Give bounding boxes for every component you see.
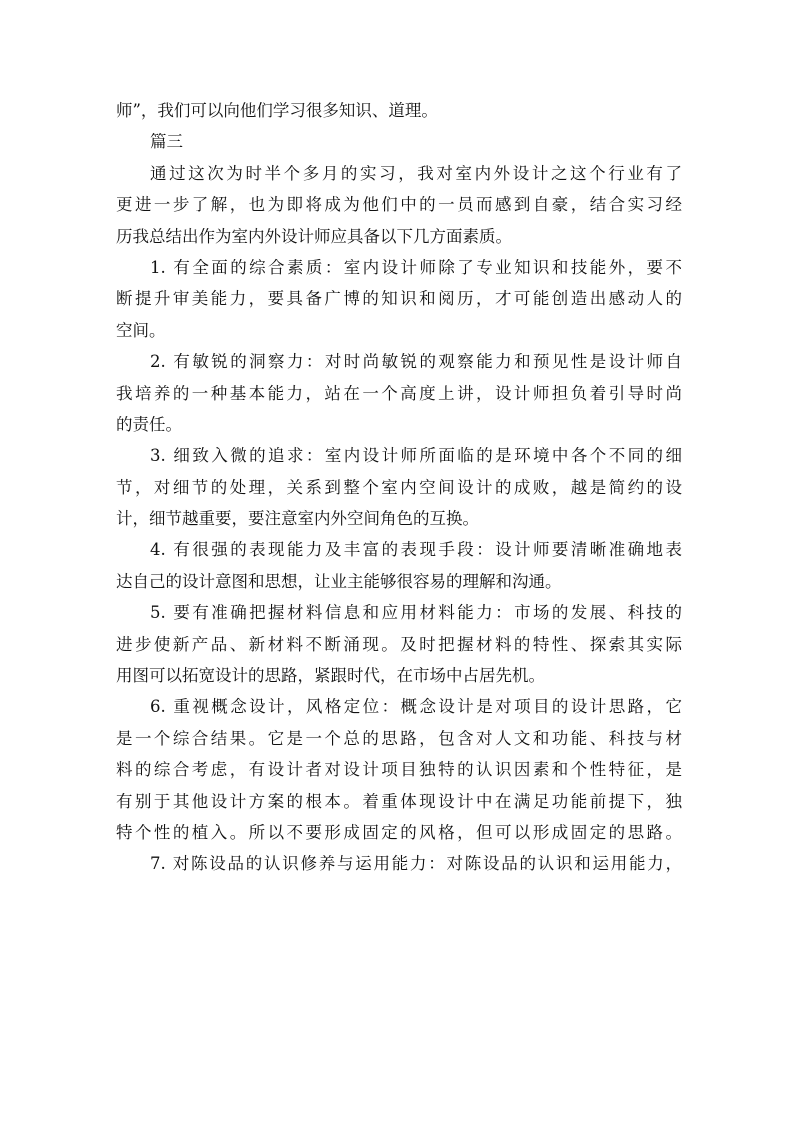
- paragraph-item-3-line-3: 计，细节越重要，要注意室内外空间角色的互换。: [116, 509, 479, 529]
- paragraph-item-6-line-5: 特个性的植入。所以不要形成固定的风格，但可以形成固定的思路。: [116, 822, 682, 842]
- paragraph-overview-line-3: 历我总结出作为室内外设计师应具备以下几方面素质。: [116, 226, 512, 246]
- paragraph-overview-line-1: 通过这次为时半个多月的实习，我对室内外设计之这个行业有了: [150, 163, 682, 183]
- paragraph-item-6-line-1: 6. 重视概念设计，风格定位：概念设计是对项目的设计思路，它: [150, 697, 682, 717]
- paragraph-intro-line-1: 师”，我们可以向他们学习很多知识、道理。: [116, 101, 438, 120]
- paragraph-overview-line-2: 更进一步了解，也为即将成为他们中的一员而感到自豪，结合实习经: [116, 195, 682, 215]
- paragraph-item-4-line-2: 达自己的设计意图和思想，让业主能够很容易的理解和沟通。: [116, 571, 562, 591]
- document-body: [116, 95, 682, 880]
- paragraph-item-5-line-2: 进步使新产品、新材料不断涌现。及时把握材料的特性、探索其实际: [116, 634, 682, 654]
- paragraph-item-2-line-1: 2. 有敏锐的洞察力：对时尚敏锐的观察能力和预见性是设计师自: [150, 352, 682, 372]
- paragraph-item-6-line-3: 料的综合考虑，有设计者对设计项目独特的认识因素和个性特征，是: [116, 760, 682, 780]
- paragraph-item-3-line-1: 3. 细致入微的追求：室内设计师所面临的是环境中各个不同的细: [150, 446, 682, 466]
- paragraph-item-1-line-2: 断提升审美能力，要具备广博的知识和阅历，才可能创造出感动人的: [116, 289, 682, 309]
- paragraph-item-1-line-3: 空间。: [116, 320, 166, 340]
- paragraph-item-5-line-3: 用图可以拓宽设计的思路，紧跟时代，在市场中占居先机。: [116, 666, 545, 686]
- paragraph-item-2-line-2: 我培养的一种基本能力，站在一个高度上讲，设计师担负着引导时尚: [116, 383, 682, 403]
- paragraph-item-2-line-3: 的责任。: [116, 414, 182, 434]
- paragraph-item-1-line-1: 1. 有全面的综合素质：室内设计师除了专业知识和技能外，要不: [150, 257, 682, 277]
- section-title: 篇三: [150, 132, 183, 152]
- paragraph-item-5-line-1: 5. 要有准确把握材料信息和应用材料能力：市场的发展、科技的: [150, 603, 682, 623]
- paragraph-item-7-line-1: 7. 对陈设品的认识修养与运用能力：对陈设品的认识和运用能力，: [150, 854, 682, 874]
- paragraph-item-3-line-2: 节，对细节的处理，关系到整个室内空间设计的成败，越是简约的设: [116, 477, 682, 497]
- paragraph-item-6-line-4: 有别于其他设计方案的根本。着重体现设计中在满足功能前提下，独: [116, 791, 682, 811]
- paragraph-item-6-line-2: 是一个综合结果。它是一个总的思路，包含对人文和功能、科技与材: [116, 728, 682, 748]
- paragraph-item-4-line-1: 4. 有很强的表现能力及丰富的表现手段：设计师要清晰准确地表: [150, 540, 682, 560]
